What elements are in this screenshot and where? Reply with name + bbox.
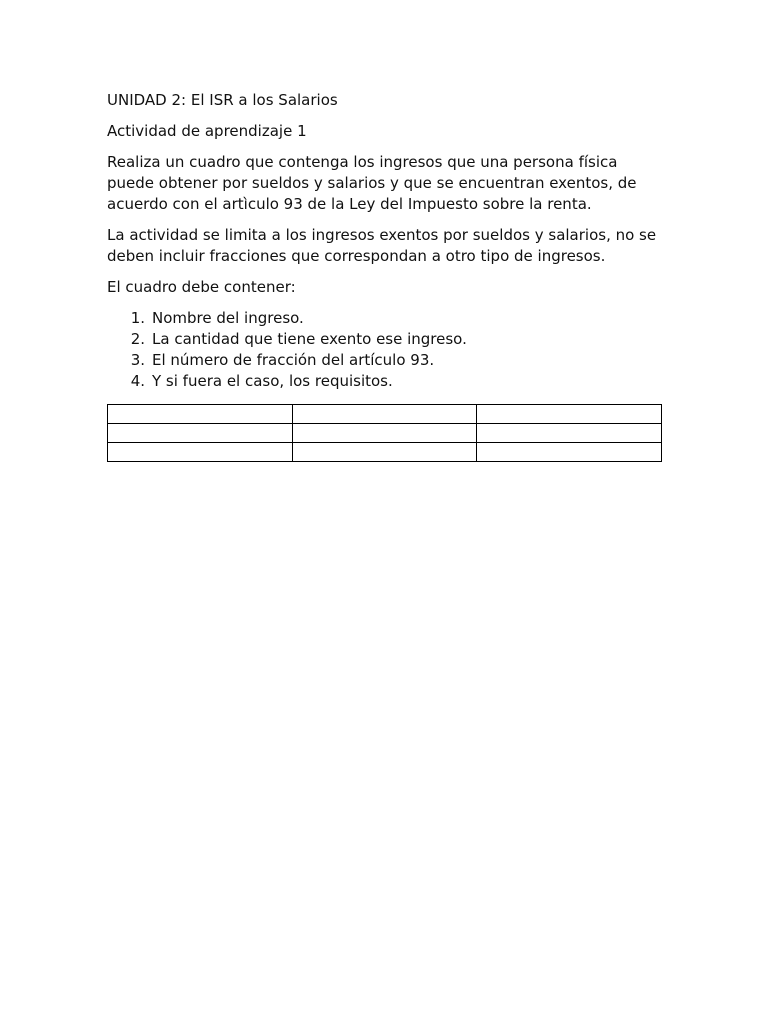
activity-title: Actividad de aprendizaje 1 — [107, 122, 307, 140]
instructions-paragraph-1: Realiza un cuadro que contenga los ingresos que una persona física puede obtener por sueldos y salarios y que se encuentran exentos, de acuerdo con el artìculo 93 de la Ley del Impuesto sobre la renta. — [107, 153, 637, 213]
list-item-number: 1. — [130, 309, 145, 327]
list-item — [107, 350, 667, 371]
document-page — [107, 90, 667, 462]
instructions-paragraph-2: La actividad se limita a los ingresos exentos por sueldos y salarios, no se deben incluir fracciones que correspondan a otro tipo de ingresos. — [107, 226, 657, 265]
requirements-list — [107, 308, 667, 392]
unit-title: UNIDAD 2: El ISR a los Salarios — [107, 91, 338, 109]
list-item — [107, 371, 667, 392]
table-cell — [108, 443, 293, 462]
table-row — [108, 405, 662, 424]
table-cell — [477, 405, 662, 424]
list-item-text: La cantidad que tiene exento ese ingreso. — [152, 330, 467, 348]
list-item-text: Y si fuera el caso, los requisitos. — [152, 372, 393, 390]
list-item — [107, 329, 667, 350]
list-item-number: 2. — [130, 330, 145, 348]
table-cell — [108, 405, 293, 424]
table-row — [108, 443, 662, 462]
table-cell — [292, 424, 477, 443]
table-row — [108, 424, 662, 443]
empty-table — [107, 404, 662, 462]
table-cell — [477, 443, 662, 462]
table-cell — [477, 424, 662, 443]
list-intro: El cuadro debe contener: — [107, 278, 296, 296]
list-item — [107, 308, 667, 329]
table-cell — [108, 424, 293, 443]
table-cell — [292, 443, 477, 462]
list-item-text: Nombre del ingreso. — [152, 309, 304, 327]
list-item-number: 4. — [130, 372, 145, 390]
list-item-number: 3. — [130, 351, 145, 369]
list-item-text: El número de fracción del artículo 93. — [152, 351, 435, 369]
table-cell — [292, 405, 477, 424]
